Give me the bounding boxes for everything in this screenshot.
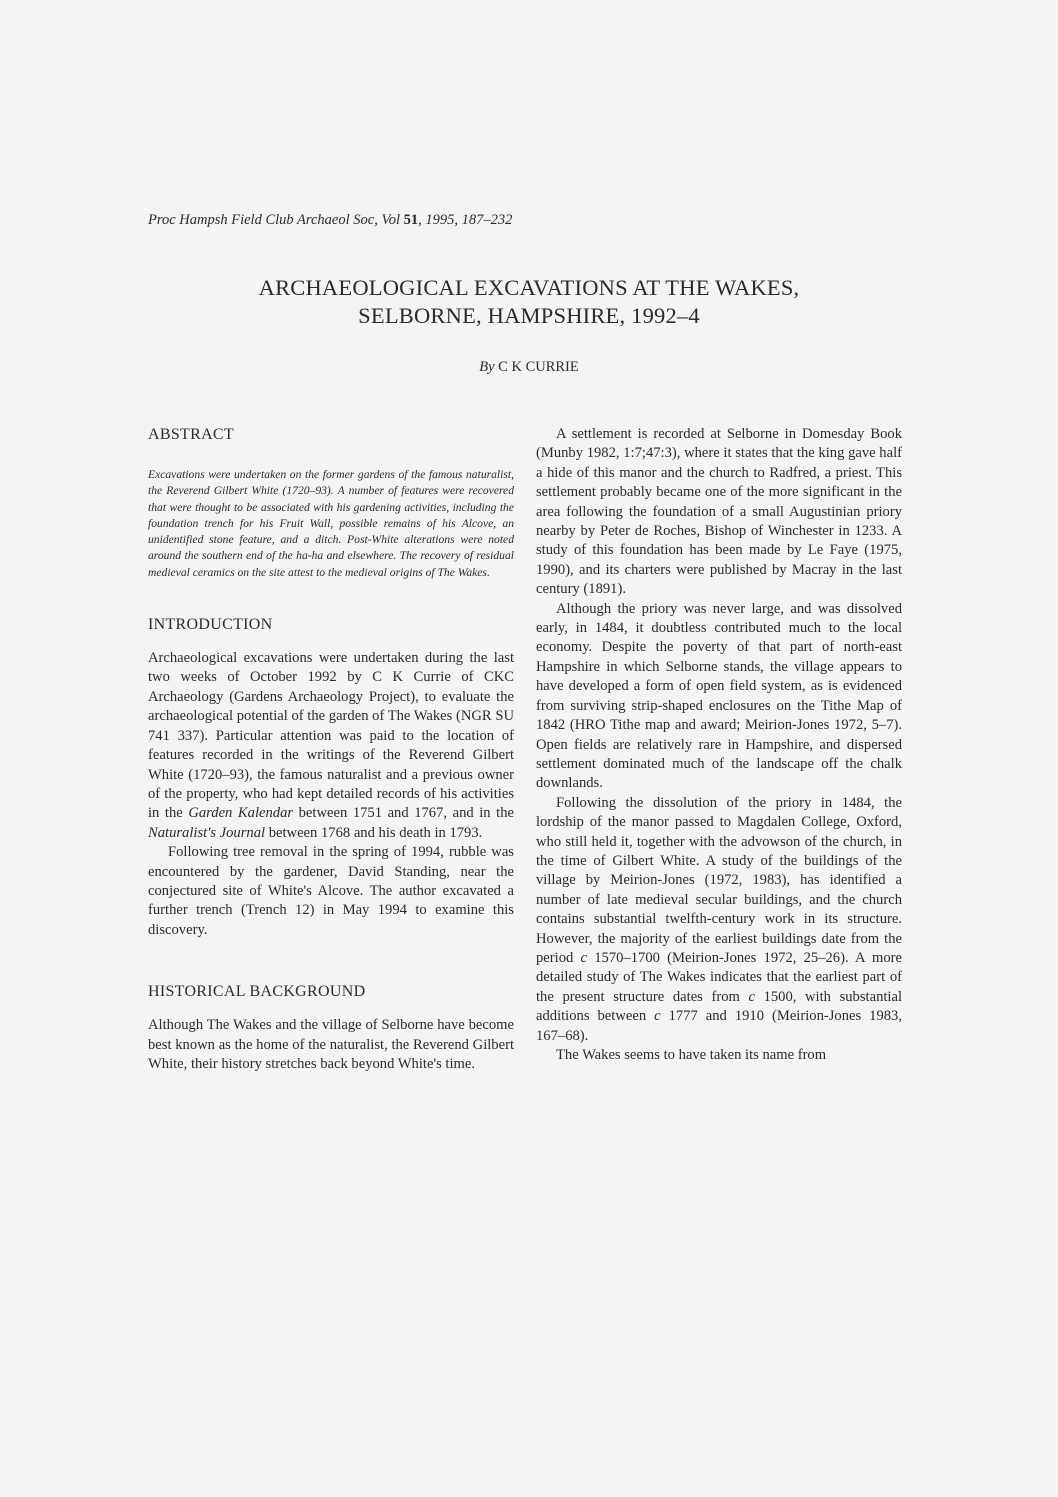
volume-prefix: , Vol bbox=[374, 212, 404, 228]
right-paragraph-3: Following the dissolution of the priory in 1484, the lordship of the manor passed to Magdalen College, Oxford, who still held it, together with the advowson of the church, in the time of Gilbert White. A study of the buildings of the village by Meirion-Jones (1972, 1983), has identified a number of late medieval secular buildings, and the church contains substantial twelfth-century work in its structure. However, the majority of the earliest buildings date from the period c 1570–1700 (Meirion-Jones 1972, 25–26). A more detailed study of The Wakes indicates that the earliest part of the present structure dates from c 1500, with substantial additions between c 1777 and 1910 (Meirion-Jones 1983, 167–68). bbox=[536, 794, 903, 1044]
naturalists-journal-title: Naturalist's Journal bbox=[148, 824, 266, 841]
title-line-1: ARCHAEOLOGICAL EXCAVATIONS AT THE WAKES, bbox=[258, 275, 800, 300]
introduction-paragraph-2: Following tree removal in the spring of 1994, rubble was encountered by the gardener, David Standing, near the conjectured site of White's Alcove. The author excavated a further trench (Trench 12) in May 1994 to examine this discovery. bbox=[148, 844, 514, 938]
historical-background-paragraph-1: Although The Wakes and the village of Selborne have become best known as the home of the naturalist, the Reverend Gilbert White, their history stretches back beyond White's time. bbox=[148, 1017, 514, 1072]
abstract-text: Excavations were undertaken on the former gardens of the famous naturalist, the Reverend Gilbert White (1720–93). A number of features were recovered that were thought to be associated with his gardening activities, including the foundation trench for his Fruit Wall, possible remains of his Alcove, an unidentified stone feature, and a ditch. Post-White alterations were noted around the southern end of the ha-ha and elsewhere. The recovery of residual medieval ceramics on the site attest to the medieval origins of The Wakes. bbox=[148, 468, 514, 579]
byline-by: By bbox=[479, 359, 495, 375]
introduction-heading: INTRODUCTION bbox=[148, 616, 273, 634]
right-column bbox=[536, 425, 902, 1065]
running-head bbox=[148, 212, 512, 229]
garden-kalendar-title: Garden Kalendar bbox=[188, 805, 294, 822]
historical-background-heading: HISTORICAL BACKGROUND bbox=[148, 983, 366, 1001]
introduction-paragraph-1: Archaeological excavations were undertaken during the last two weeks of October 1992 by C K Currie of CKC Archaeology (Gardens Archaeology Project), to evaluate the archaeological potential of the garden of The Wakes (NGR SU 741 337). Particular attention was paid to the location of features recorded in the writings of the Reverend Gilbert White (1720–93), the famous naturalist and a previous owner of the property, who had kept detailed records of his activities in the Garden Kalendar between 1751 and 1767, and in the Naturalist's Journal between 1768 and his death in 1793. bbox=[148, 650, 514, 841]
right-paragraph-2: Although the priory was never large, and was dissolved early, in 1484, it doubtless contributed much to the local economy. Despite the poverty of that part of north-east Hampshire in which Selborne stands, the village appears to have developed a form of open field system, as is evidenced from surviving strip-shaped enclosures on the Tithe Map of 1842 (HRO Tithe map and award; Meirion-Jones 1972, 5–7). Open fields are relatively rare in Hampshire, and dispersed settlement dominated much of the landscape off the chalk downlands. bbox=[536, 600, 902, 792]
author-name: C K CURRIE bbox=[498, 359, 579, 375]
journal-name: Proc Hampsh Field Club Archaeol Soc bbox=[148, 212, 375, 228]
article-title bbox=[150, 274, 908, 330]
abstract-heading: ABSTRACT bbox=[148, 426, 234, 443]
title-line-2: SELBORNE, HAMPSHIRE, 1992–4 bbox=[358, 303, 700, 328]
running-head-rest: , 1995, 187–232 bbox=[418, 212, 513, 228]
right-paragraph-1: A settlement is recorded at Selborne in Domesday Book (Munby 1982, 1:7;47:3), where it states that the king gave half a hide of this manor and the church to Radfred, a priest. This settlement probably became one of the more significant in the area following the foundation of a small Augustinian priory nearby by Peter de Roches, Bishop of Winchester in 1233. A study of this foundation has been made by Le Faye (1975, 1990), and its charters were published by Macray in the last century (1891). bbox=[536, 426, 902, 598]
right-paragraph-4: The Wakes seems to have taken its name from bbox=[556, 1047, 827, 1063]
byline bbox=[150, 359, 908, 376]
volume-number: 51 bbox=[403, 212, 419, 228]
left-column bbox=[148, 425, 514, 1074]
